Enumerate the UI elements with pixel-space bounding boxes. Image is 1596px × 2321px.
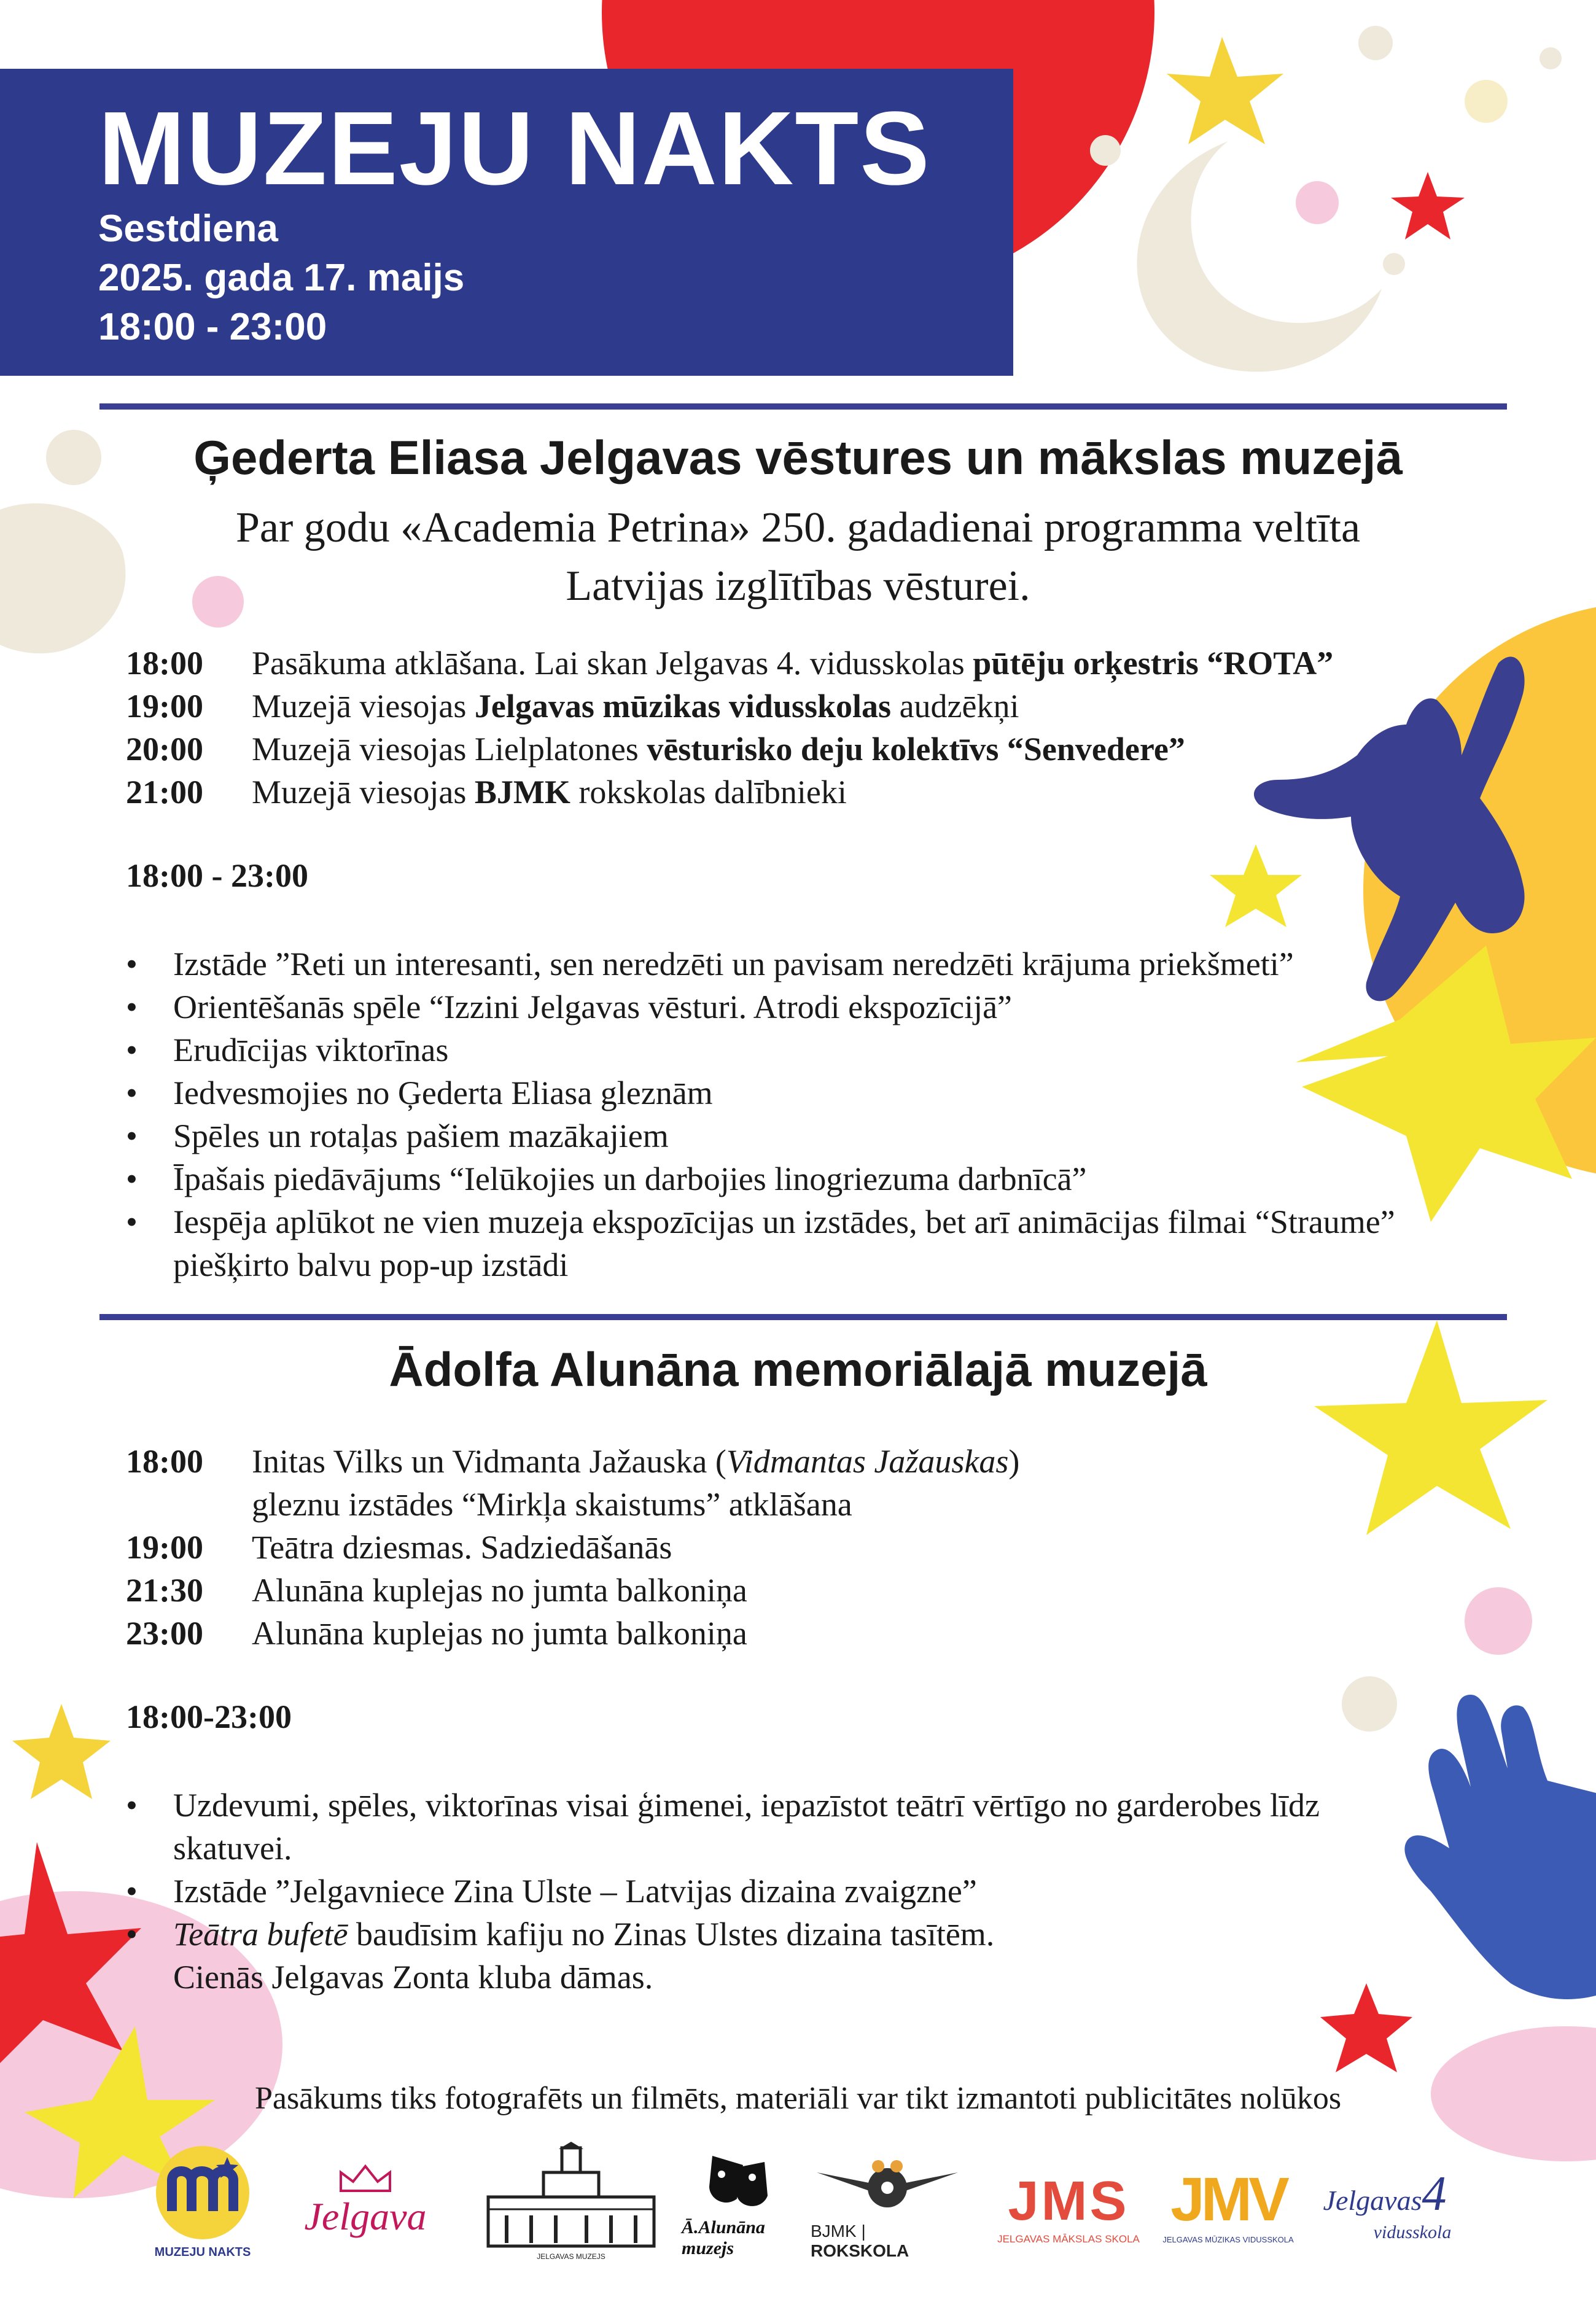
dot-decoration — [1090, 135, 1121, 166]
museum-building-icon — [482, 2142, 660, 2252]
schedule-time: 21:00 — [126, 774, 203, 811]
j4-number: 4 — [1422, 2166, 1447, 2221]
list-item-text: Orientēšanās spēle “Izzini Jelgavas vēsturi. Atrodi ekspozīcijā” — [173, 989, 1013, 1025]
schedule-item — [126, 771, 847, 814]
schedule-text: audzēkņi — [891, 688, 1019, 725]
list-item: • Izstāde ”Reti un interesanti, sen neredzēti un pavisam neredzēti krājuma priekšmeti” — [126, 946, 1294, 982]
muzeju-nakts-logo — [147, 2137, 258, 2266]
list-item: • Erudīcijas viktorīnas — [126, 1032, 449, 1068]
list-item-text: Erudīcijas viktorīnas — [173, 1032, 449, 1068]
list-item: • Spēles un rotaļas pašiem mazākajiem — [126, 1118, 669, 1154]
section2-heading: Ādolfa Alunāna memoriālajā muzejā — [389, 1342, 1207, 1396]
list-item: • Iedvesmojies no Ģederta Eliasa gleznām — [126, 1075, 713, 1111]
list-item-text: Izstāde ”Jelgavniece Zina Ulste – Latvijas dizaina zvaigzne” — [173, 1873, 977, 1910]
schedule-time: 21:30 — [126, 1572, 203, 1609]
crown-icon — [335, 2163, 396, 2194]
dot-decoration — [1358, 26, 1393, 60]
list-item-text: Iedvesmojies no Ģederta Eliasa gleznām — [173, 1075, 713, 1111]
schedule-text: Teātra dziesmas. Sadziedāšanās — [252, 1529, 672, 1566]
list-item-text: Īpašais piedāvājums “Ielūkojies un darbojies linogriezuma darbnīcā” — [173, 1160, 1087, 1197]
dot-decoration — [1540, 47, 1562, 69]
muzeju-nakts-emblem-icon — [154, 2144, 252, 2242]
schedule-text-bold: pūtēju orķestris “ROTA” — [973, 645, 1334, 682]
dot-decoration — [1296, 181, 1339, 224]
jms-logo — [995, 2155, 1142, 2260]
dot-decoration — [1465, 1587, 1532, 1655]
list-item: • Iespēja aplūkot ne vien muzeja ekspozīcijas un izstādes, bet arī animācijas filmai “Straume” — [126, 1203, 1395, 1240]
section1-heading: Ģederta Eliasa Jelgavas vēstures un mākslas muzejā — [193, 430, 1403, 484]
schedule-text-bold: Jelgavas mūzikas vidusskolas — [474, 688, 892, 725]
list-item-text: Iespēja aplūkot ne vien muzeja ekspozīcijas un izstādes, bet arī animācijas filmai “Straume” — [173, 1203, 1395, 1240]
schedule-item — [126, 1526, 672, 1569]
red-star-decoration — [1391, 172, 1465, 239]
jmv-mark: JMV — [1170, 2165, 1286, 2234]
header-box — [0, 69, 1013, 376]
footer-note: Pasākums tiks fotografēts un filmēts, materiāli var tikt izmantoti publicitātes nolūkos — [254, 2081, 1342, 2116]
schedule-text: rokskolas dalībnieki — [570, 774, 847, 811]
yellow-star-decoration — [12, 1704, 111, 1799]
schedule-text-bold: vēsturisko deju kolektīvs “Senvedere” — [647, 731, 1185, 768]
event-day: Sestdiena — [98, 208, 278, 250]
page-title: MUZEJU NAKTS — [98, 90, 931, 207]
yellow-star-decoration — [1210, 844, 1302, 927]
section1-intro-line1: Par godu «Academia Petrina» 250. gadadienai programma veltīta — [235, 504, 1361, 551]
schedule-text-bold: BJMK — [474, 774, 570, 811]
schedule-time: 19:00 — [126, 1529, 203, 1566]
all-day-label: 18:00-23:00 — [126, 1698, 292, 1735]
jelgava-logo — [282, 2149, 448, 2253]
schedule-time: 18:00 — [126, 1443, 203, 1480]
schedule-text: ) — [1008, 1443, 1020, 1480]
theatre-masks-icon — [700, 2150, 774, 2217]
schedule-text: Alunāna kuplejas no jumta balkoniņa — [252, 1615, 747, 1652]
schedule-item — [126, 1612, 747, 1655]
schedule-item — [126, 1440, 1019, 1483]
schedule-item — [126, 685, 1019, 728]
logo-strip — [0, 2125, 1596, 2272]
jelgava-logo-text: Jelgava — [304, 2195, 427, 2238]
bjmk-logo-text: BJMK | ROKSKOLA — [811, 2222, 909, 2260]
j4-name: Jelgavas — [1323, 2184, 1422, 2216]
list-item-text-italic: Teātra bufetē — [173, 1916, 348, 1953]
schedule-time: 19:00 — [126, 688, 203, 725]
alunana-logo-text: Ā.Alunāna muzejs — [682, 2217, 765, 2258]
schedule-item-continuation: gleznu izstādes “Mirkļa skaistums” atklāšana — [252, 1486, 852, 1523]
schedule-time: 23:00 — [126, 1615, 203, 1652]
schedule-time: 18:00 — [126, 645, 203, 682]
schedule-item — [126, 642, 1333, 685]
list-item-text: Spēles un rotaļas pašiem mazākajiem — [173, 1118, 669, 1154]
all-day-label: 18:00 - 23:00 — [126, 857, 308, 894]
list-item-text: Uzdevumi, spēles, viktorīnas visai ģimenei, iepazīstot teātrī vērtīgo no garderobes līdz — [173, 1787, 1320, 1824]
schedule-text: Alunāna kuplejas no jumta balkoniņa — [252, 1572, 747, 1609]
dot-decoration — [1383, 253, 1405, 275]
winged-guitar-icon — [817, 2148, 958, 2222]
bjmk-right-text: ROKSKOLA — [811, 2241, 909, 2260]
event-time: 18:00 - 23:00 — [98, 306, 327, 348]
museum-logo-text: JELGAVAS MUZEJS — [537, 2252, 605, 2261]
list-item-continuation: Cienās Jelgavas Zonta kluba dāmas. — [173, 1959, 653, 1996]
dot-decoration — [1465, 80, 1508, 123]
jmv-logo-text: JELGAVAS MŪZIKAS VIDUSSKOLA — [1162, 2235, 1294, 2244]
j4-logo-text — [1323, 2166, 1447, 2222]
list-item-continuation: skatuvei. — [173, 1830, 292, 1867]
red-star-decoration — [1320, 1983, 1412, 2072]
yellow-star-decoration — [1167, 37, 1283, 144]
jms-logo-text: JELGAVAS MĀKSLAS SKOLA — [997, 2233, 1140, 2245]
jmv-logo — [1161, 2149, 1296, 2260]
list-item: • Izstāde ”Jelgavniece Zina Ulste – Latvijas dizaina zvaigzne” — [126, 1873, 977, 1910]
event-date: 2025. gada 17. maijs — [98, 257, 465, 299]
alunana-muzejs-logo — [682, 2143, 792, 2266]
dot-decoration — [1342, 1676, 1397, 1732]
divider — [99, 403, 1507, 410]
list-item: • Īpašais piedāvājums “Ielūkojies un darbojies linogriezuma darbnīcā” — [126, 1160, 1087, 1197]
list-item-text: Izstāde ”Reti un interesanti, sen neredzēti un pavisam neredzēti krājuma priekšmeti” — [173, 946, 1294, 982]
schedule-text: Muzejā viesojas Lielplatones — [252, 731, 647, 768]
list-item: • Orientēšanās spēle “Izzini Jelgavas vēsturi. Atrodi ekspozīcijā” — [126, 989, 1013, 1025]
schedule-item — [126, 1569, 747, 1612]
schedule-text: Muzejā viesojas — [252, 774, 475, 811]
schedule-text: Pasākuma atklāšana. Lai skan Jelgavas 4. vidusskolas — [252, 645, 973, 682]
schedule-time: 20:00 — [126, 731, 203, 768]
jelgavas-muzejs-logo — [479, 2137, 663, 2266]
muzeju-nakts-logo-text: MUZEJU NAKTS — [154, 2245, 251, 2259]
divider — [99, 1314, 1507, 1320]
schedule-text-italic: Vidmantas Jažauskas — [726, 1443, 1009, 1480]
jms-mark: JMS — [1008, 2170, 1129, 2232]
schedule-text: Muzejā viesojas — [252, 688, 475, 725]
schedule-item — [126, 728, 1185, 771]
list-item-text: baudīsim kafiju no Zinas Ulstes dizaina tasītēm. — [348, 1916, 995, 1953]
schedule-text: Initas Vilks un Vidmanta Jažauska ( — [252, 1443, 726, 1480]
list-item: • Teātra bufetē baudīsim kafiju no Zinas Ulstes dizaina tasītēm. — [126, 1916, 995, 1953]
bjmk-rokskola-logo — [811, 2143, 964, 2266]
j4-sub-text: vidusskola — [1373, 2222, 1452, 2242]
list-item-continuation: piešķirto balvu pop-up izstādi — [173, 1246, 569, 1283]
section1-intro-line2: Latvijas izglītības vēsturei. — [566, 562, 1030, 610]
hand-decoration — [1404, 1695, 1596, 1999]
jelgavas-4-vidusskola-logo — [1314, 2155, 1455, 2253]
bjmk-left-text: BJMK — [811, 2222, 857, 2241]
list-item: • Uzdevumi, spēles, viktorīnas visai ģimenei, iepazīstot teātrī vērtīgo no garderobes līdz — [126, 1787, 1320, 1824]
moon-decoration — [1137, 141, 1382, 371]
